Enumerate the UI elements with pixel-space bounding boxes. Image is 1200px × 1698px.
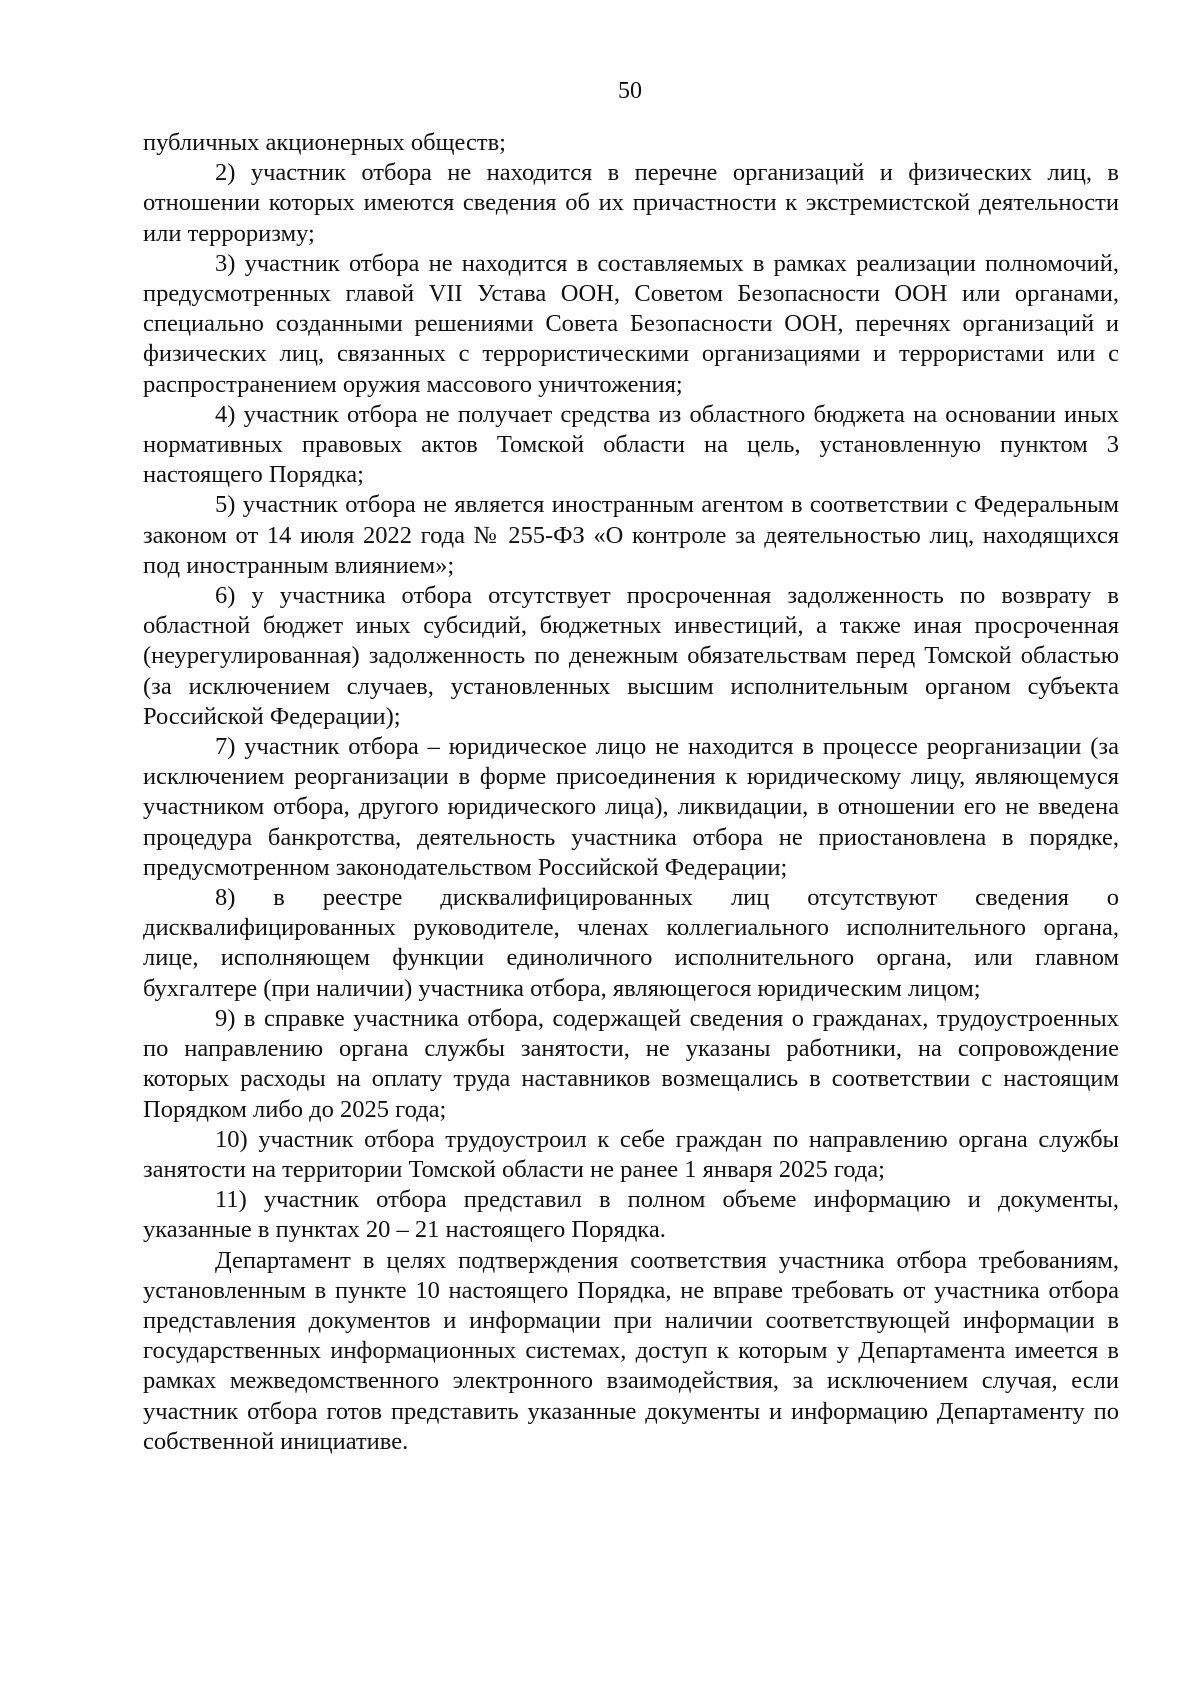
paragraph-item-6: 6) у участника отбора отсутствует просроченная задолженность по возврату в областной бюджет иных субсидий, бюджетных инвестиций, а также иная просроченная (неурегулированная) задолженность по денежным обязательствам перед Томской областью (за исключением случаев, установленных высшим исполнительным органом субъекта Российской Федерации); [143, 582, 1119, 730]
paragraph-item-7: 7) участник отбора – юридическое лицо не находится в процессе реорганизации (за исключением реорганизации в форме присоединения к юридическому лицу, являющемуся участником отбора, другого юридического лица), ликвидации, в отношении его не введена процедура банкротства, деятельность участника отбора не приостановлена в порядке, предусмотренном законодательством Российской Федерации; [143, 733, 1119, 881]
paragraph-item-8: 8) в реестре дисквалифицированных лиц отсутствуют сведения о дисквалифицированных руководителе, членах коллегиального исполнительного органа, лице, исполняющем функции единоличного исполнительного органа, или главном бухгалтере (при наличии) участника отбора, являющегося юридическим лицом; [143, 884, 1119, 1002]
paragraph-item-10: 10) участник отбора трудоустроил к себе граждан по направлению органа службы занятости на территории Томской области не ранее 1 января 2025 года; [143, 1125, 1119, 1183]
page-number: 50 [618, 78, 642, 104]
paragraph-department: Департамент в целях подтверждения соответствия участника отбора требованиям, установленным в пункте 10 настоящего Порядка, не вправе требовать от участника отбора представления документов и информации при наличии соответствующей информации в государственных информационных системах, доступ к которым у Департамента имеется в рамках межведомственного электронного взаимодействия, за исключением случая, если участник отбора готов представить указанные документы и информацию Департаменту по собственной инициативе. [143, 1246, 1119, 1455]
paragraph-item-4: 4) участник отбора не получает средства из областного бюджета на основании иных нормативных правовых актов Томской области на цель, установленную пунктом 3 настоящего Порядка; [143, 400, 1119, 489]
paragraph-item-11: 11) участник отбора представил в полном объеме информацию и документы, указанные в пунктах 20 – 21 настоящего Порядка. [143, 1186, 1119, 1244]
paragraph-continuation: публичных акционерных обществ; [143, 129, 506, 156]
paragraph-item-2: 2) участник отбора не находится в перечне организаций и физических лиц, в отношении которых имеются сведения об их причастности к экстремистской деятельности или терроризму; [143, 159, 1119, 247]
document-body [143, 128, 1119, 1457]
paragraph-item-3: 3) участник отбора не находится в составляемых в рамках реализации полномочий, предусмотренных главой VII Устава ООН, Советом Безопасности ООН или органами, специально созданными решениями Совета Безопасности ООН, перечнях организаций и физических лиц, связанных с террористическими организациями и террористами или с распространением оружия массового уничтожения; [143, 249, 1119, 398]
paragraph-item-5: 5) участник отбора не является иностранным агентом в соответствии с Федеральным законом от 14 июля 2022 года № 255-ФЗ «О контроле за деятельностью лиц, находящихся под иностранным влиянием»; [143, 491, 1119, 579]
paragraph-item-9: 9) в справке участника отбора, содержащей сведения о гражданах, трудоустроенных по направлению органа службы занятости, не указаны работники, на сопровождение которых расходы на оплату труда наставников возмещались в соответствии с настоящим Порядком либо до 2025 года; [143, 1004, 1119, 1123]
